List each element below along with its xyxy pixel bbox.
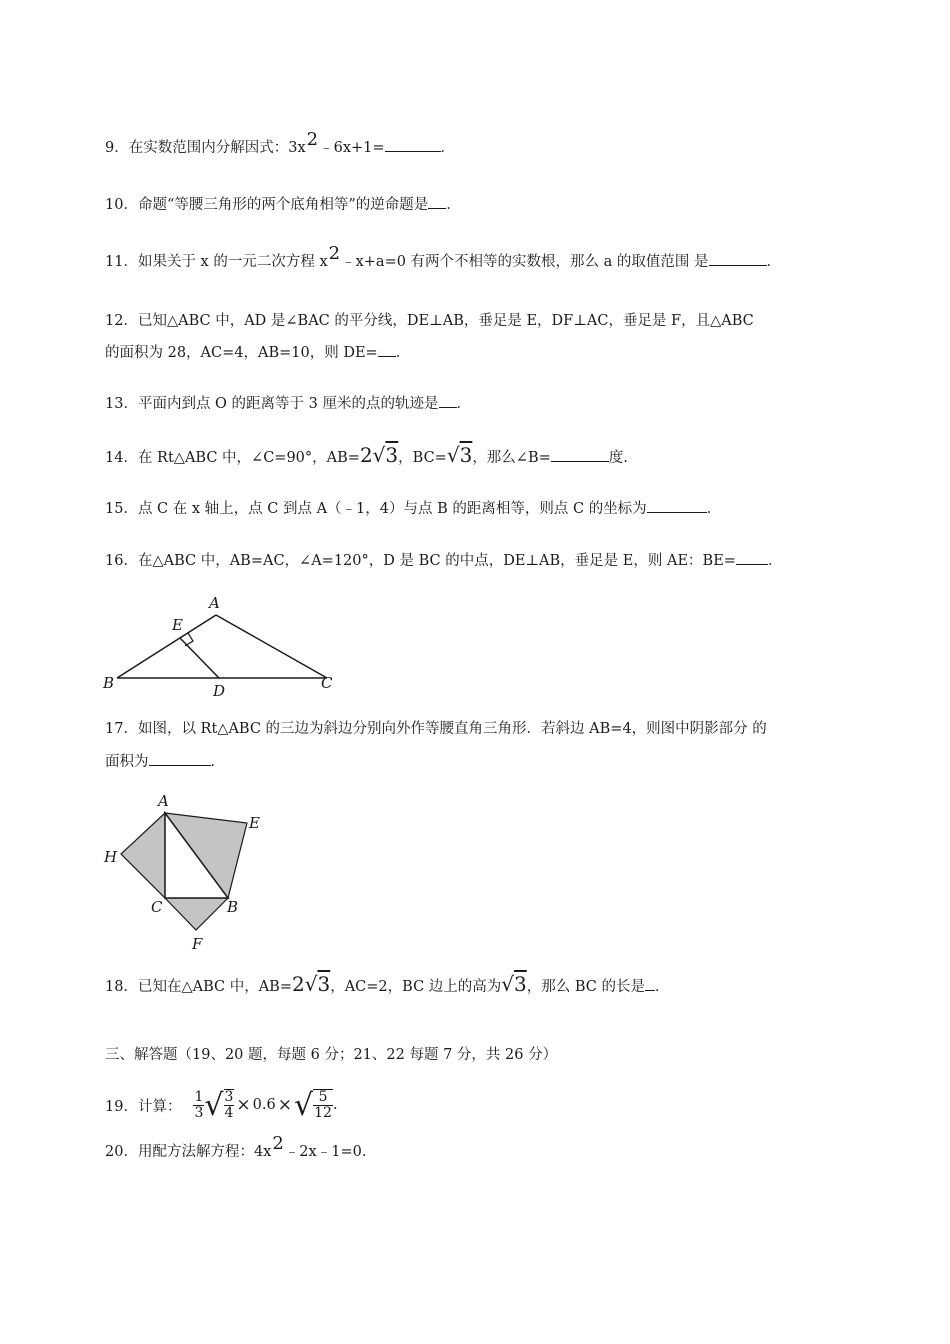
q20-text: 20．用配方法解方程：4x: [105, 1144, 272, 1160]
question-20: [105, 1133, 367, 1161]
q14-text-b: ，BC=: [398, 450, 447, 466]
q11-answer-blank[interactable]: [709, 251, 767, 266]
q19-f3-num: 5: [313, 1090, 333, 1106]
q11-text-b: ﹣x+a=0 有两个不相等的实数根，那么 a 的取值范围 是: [341, 254, 709, 270]
q9-text-b: ﹣6x+1=: [319, 140, 385, 156]
q10-text: 10．命题“等腰三角形的两个底角相等”的逆命题是: [105, 197, 429, 213]
q14-radical-2: √: [446, 443, 460, 467]
q18-radical: √: [304, 972, 318, 996]
q12-text-1: 12．已知△ABC 中，AD 是∠BAC 的平分线，DE⊥AB，垂足是 E，DF⊥AC，垂足是 F，且△ABC: [105, 313, 754, 329]
q16-answer-blank[interactable]: [736, 550, 768, 565]
q13-end: ．: [456, 396, 471, 412]
q18-radicand-2: 3: [514, 972, 527, 996]
q20-exponent: 2: [272, 1133, 284, 1154]
figure-16-triangle: [95, 590, 345, 700]
q13-answer-blank[interactable]: [439, 393, 457, 408]
q19-radical-2: √: [293, 1087, 314, 1123]
question-9: [105, 129, 456, 157]
q14-radicand-2: 3: [459, 443, 473, 467]
q14-text: 14．在 Rt△ABC 中，∠C=90°，AB=: [105, 450, 360, 466]
question-17-line1: [105, 717, 767, 738]
q15-end: ．: [706, 501, 722, 517]
fig17-label-f: F: [192, 935, 203, 953]
q9-exponent: 2: [306, 129, 319, 150]
fig16-side-ba: [117, 615, 216, 678]
q19-text: 19．计算：: [105, 1098, 182, 1115]
fig17-shaded-triangle-bcf: [165, 898, 228, 930]
fig16-label-c: C: [321, 674, 333, 692]
q15-answer-blank[interactable]: [647, 498, 707, 513]
fig16-label-a: A: [209, 594, 220, 612]
fig16-segment-de: [180, 638, 219, 678]
question-12-line1: [105, 309, 754, 330]
q20-text-b: ﹣2x﹣1=0.: [284, 1144, 367, 1160]
q11-text: 11．如果关于 x 的一元二次方程 x: [105, 254, 328, 270]
question-12-line2: [105, 341, 410, 362]
q19-f3-den: 12: [314, 1105, 332, 1121]
q14-radical: √: [372, 443, 386, 467]
q18-radical-2: √: [501, 972, 515, 996]
fig17-label-a: A: [158, 792, 169, 810]
q9-text: 9．在实数范围内分解因式：3x: [105, 140, 306, 156]
q18-coef: 2: [291, 972, 305, 996]
question-10: [105, 193, 461, 214]
q19-fraction-3: [313, 1089, 333, 1121]
q14-answer-blank[interactable]: [551, 447, 609, 462]
q9-answer-blank[interactable]: [385, 137, 441, 152]
q10-end: ．: [446, 197, 461, 213]
q16-end: ．: [767, 553, 783, 569]
question-19: [105, 1082, 338, 1128]
question-14: [105, 443, 628, 467]
question-15: [105, 497, 721, 518]
q19-end: .: [332, 1097, 338, 1113]
q14-end: 度.: [608, 450, 628, 466]
q10-answer-blank[interactable]: [428, 194, 446, 209]
q19-fraction-1: [193, 1090, 204, 1121]
q19-times-2: ×: [277, 1095, 292, 1115]
q19-mid: 0.6: [252, 1097, 276, 1113]
q17-end: ．: [210, 754, 225, 770]
q14-text-c: ，那么∠B=: [472, 450, 551, 466]
figure-17-triangles: [95, 790, 275, 955]
q13-text: 13．平面内到点 O 的距离等于 3 厘米的点的轨迹是: [105, 396, 439, 412]
q19-f2-num: 3: [224, 1089, 234, 1105]
q11-exponent: 2: [328, 243, 341, 264]
q18-text: 18．已知在△ABC 中，AB=: [105, 979, 292, 995]
q14-coef: 2: [359, 443, 373, 467]
q19-f1-num: 1: [194, 1088, 204, 1105]
question-11: [105, 243, 782, 271]
q12-answer-blank[interactable]: [378, 342, 396, 357]
q17-answer-blank[interactable]: [149, 751, 211, 766]
q11-end: ．: [766, 254, 782, 270]
section-3-heading: 三、解答题（19、20 题，每题 6 分；21、22 每题 7 分，共 26 分）: [105, 1047, 558, 1063]
q14-radicand: 3: [385, 443, 399, 467]
q19-f1-den: 3: [194, 1104, 204, 1121]
question-16: [105, 549, 782, 570]
q18-text-b: ，AC=2，BC 边上的高为: [330, 979, 502, 995]
question-18: [105, 972, 670, 996]
q19-f2-den: 4: [224, 1105, 234, 1121]
q19-fraction-2: [224, 1089, 235, 1121]
question-13: [105, 392, 471, 413]
q16-text: 16．在△ABC 中，AB=AC，∠A=120°，D 是 BC 的中点，DE⊥AB，垂足是 E，则 AE：BE=: [105, 553, 736, 569]
fig16-label-d: D: [213, 682, 226, 700]
q12-end: ．: [395, 345, 411, 361]
question-17-line2: [105, 750, 225, 771]
fig16-label-b: B: [103, 674, 115, 692]
fig17-label-e: E: [249, 814, 260, 832]
q18-text-c: ，那么 BC 的长是: [526, 979, 646, 995]
q18-radicand: 3: [317, 972, 331, 996]
q18-end: ．: [655, 979, 670, 995]
fig17-shaded-triangle-ach: [121, 813, 165, 898]
fig16-side-ac: [216, 615, 327, 678]
q9-end: ．: [440, 140, 456, 156]
q12-text-2: 的面积为 28，AC=4，AB=10，则 DE=: [105, 345, 378, 361]
q17-text-2: 面积为: [105, 754, 149, 770]
q19-times-1: ×: [236, 1095, 251, 1115]
q17-text-1: 17．如图，以 Rt△ABC 的三边为斜边分别向外作等腰直角三角形．若斜边 AB=4，则图中阴影部分 的: [105, 721, 767, 737]
q18-answer-blank[interactable]: [645, 976, 655, 991]
q19-radical-1: √: [204, 1087, 224, 1123]
fig17-label-c: C: [151, 898, 163, 916]
fig17-label-b: B: [227, 898, 239, 916]
fig16-label-e: E: [172, 616, 183, 634]
fig17-label-h: H: [104, 848, 118, 866]
q15-text: 15．点 C 在 x 轴上，点 C 到点 A（﹣1，4）与点 B 的距离相等，则点 C 的坐标为: [105, 501, 647, 517]
